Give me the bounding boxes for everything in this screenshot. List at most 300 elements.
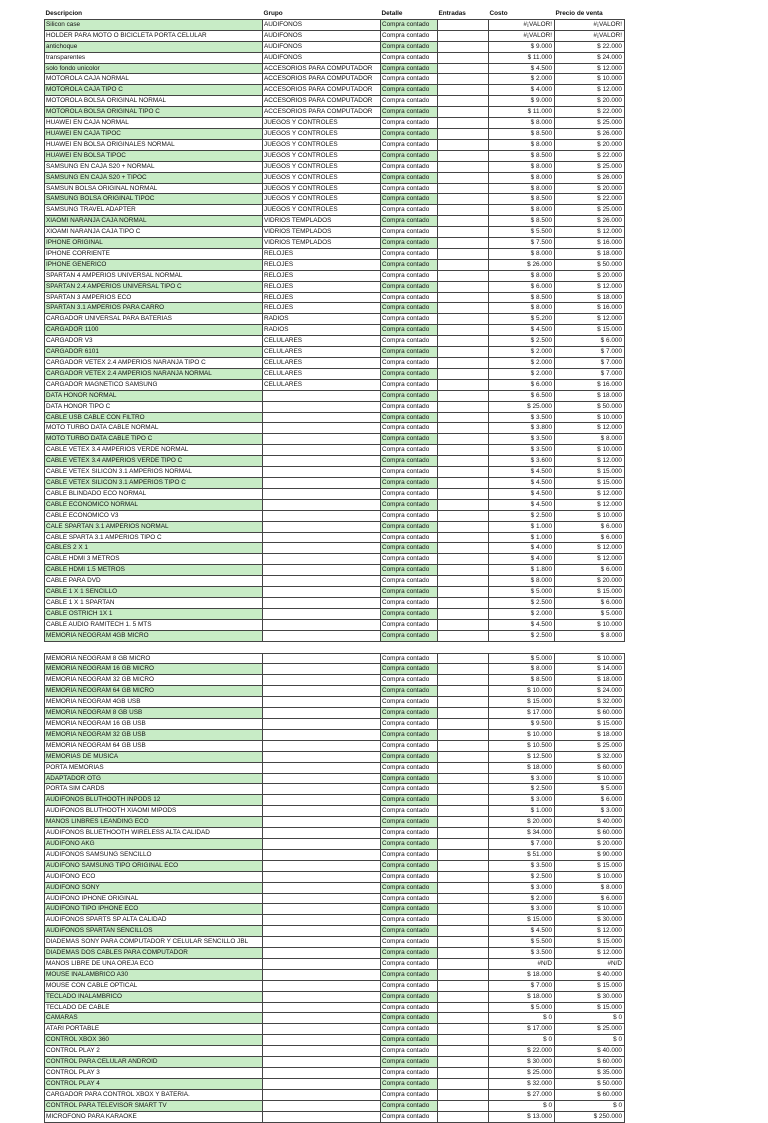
cell-detalle[interactable]: Compra contado [381, 292, 438, 303]
cell-detalle[interactable]: Compra contado [381, 325, 438, 336]
cell-descripcion[interactable]: ADAPTADOR OTG [45, 773, 263, 784]
table-row[interactable] [45, 532, 625, 543]
cell-entradas[interactable] [438, 347, 489, 358]
cell-detalle[interactable]: Compra contado [381, 303, 438, 314]
cell-detalle[interactable]: Compra contado [381, 686, 438, 697]
table-row[interactable] [45, 849, 625, 860]
cell-descripcion[interactable]: HUAWEI EN BOLSA TIPOC [45, 150, 263, 161]
cell-costo[interactable]: $ 1.000 [489, 532, 555, 543]
cell-grupo[interactable] [263, 445, 381, 456]
cell-detalle[interactable]: Compra contado [381, 510, 438, 521]
table-row[interactable] [45, 521, 625, 532]
cell-detalle[interactable]: Compra contado [381, 1002, 438, 1013]
cell-detalle[interactable]: Compra contado [381, 1089, 438, 1100]
cell-costo[interactable]: $ 3.500 [489, 412, 555, 423]
table-row[interactable] [45, 238, 625, 249]
cell-entradas[interactable] [438, 915, 489, 926]
table-row[interactable] [45, 608, 625, 619]
cell-descripcion[interactable]: CARGADOR VETEX 2.4 AMPERIOS NARANJA NORMAL [45, 368, 263, 379]
cell-entradas[interactable] [438, 904, 489, 915]
cell-grupo[interactable]: AUDIFONOS [263, 19, 381, 30]
cell-descripcion[interactable]: AUDIFONO SONY [45, 882, 263, 893]
cell-grupo[interactable] [263, 434, 381, 445]
cell-detalle[interactable]: Compra contado [381, 719, 438, 730]
cell-entradas[interactable] [438, 96, 489, 107]
cell-entradas[interactable] [438, 751, 489, 762]
cell-costo[interactable]: $ 8.000 [489, 161, 555, 172]
cell-entradas[interactable] [438, 1013, 489, 1024]
cell-precio-venta[interactable]: #¡VALOR! [555, 19, 625, 30]
cell-descripcion[interactable]: transparentes [45, 52, 263, 63]
cell-descripcion[interactable]: ATARI PORTABLE [45, 1024, 263, 1035]
cell-precio-venta[interactable]: $ 12.000 [555, 281, 625, 292]
cell-detalle[interactable]: Compra contado [381, 697, 438, 708]
cell-costo[interactable]: $ 9.000 [489, 96, 555, 107]
table-row[interactable] [45, 401, 625, 412]
cell-detalle[interactable]: Compra contado [381, 194, 438, 205]
cell-costo[interactable]: $ 15.000 [489, 697, 555, 708]
cell-entradas[interactable] [438, 619, 489, 630]
cell-costo[interactable]: $ 2.000 [489, 347, 555, 358]
cell-entradas[interactable] [438, 828, 489, 839]
cell-precio-venta[interactable]: $ 6.000 [555, 597, 625, 608]
cell-detalle[interactable]: Compra contado [381, 980, 438, 991]
table-row[interactable] [45, 576, 625, 587]
table-row[interactable] [45, 259, 625, 270]
cell-precio-venta[interactable]: $ 60.000 [555, 762, 625, 773]
cell-descripcion[interactable]: MANOS LIBRE DE UNA OREJA ECO [45, 958, 263, 969]
cell-grupo[interactable]: ACCESORIOS PARA COMPUTADOR [263, 63, 381, 74]
cell-grupo[interactable]: ACCESORIOS PARA COMPUTADOR [263, 85, 381, 96]
cell-entradas[interactable] [438, 63, 489, 74]
cell-detalle[interactable]: Compra contado [381, 893, 438, 904]
table-row[interactable] [45, 697, 625, 708]
cell-costo[interactable]: $ 18.000 [489, 969, 555, 980]
table-row[interactable] [45, 1013, 625, 1024]
cell-grupo[interactable] [263, 937, 381, 948]
cell-precio-venta[interactable]: $ 8.000 [555, 882, 625, 893]
cell-entradas[interactable] [438, 686, 489, 697]
cell-detalle[interactable]: Compra contado [381, 653, 438, 664]
cell-precio-venta[interactable]: $ 20.000 [555, 838, 625, 849]
cell-precio-venta[interactable]: $ 12.000 [555, 499, 625, 510]
cell-detalle[interactable]: Compra contado [381, 347, 438, 358]
cell-grupo[interactable] [263, 740, 381, 751]
cell-costo[interactable]: $ 1.000 [489, 806, 555, 817]
cell-precio-venta[interactable]: $ 25.000 [555, 205, 625, 216]
cell-grupo[interactable]: AUDIFONOS [263, 52, 381, 63]
cell-entradas[interactable] [438, 1078, 489, 1089]
table-row[interactable] [45, 423, 625, 434]
cell-precio-venta[interactable]: $ 10.000 [555, 445, 625, 456]
cell-grupo[interactable]: CELULARES [263, 379, 381, 390]
cell-descripcion[interactable]: CARGADOR 1100 [45, 325, 263, 336]
cell-precio-venta[interactable]: $ 7.000 [555, 347, 625, 358]
cell-descripcion[interactable]: DATA HONOR TIPO C [45, 401, 263, 412]
cell-descripcion[interactable]: AUDIFONOS BLUTHOOTH INPODS 12 [45, 795, 263, 806]
cell-precio-venta[interactable]: $ 18.000 [555, 292, 625, 303]
cell-grupo[interactable] [263, 828, 381, 839]
cell-grupo[interactable] [263, 1046, 381, 1057]
table-row[interactable] [45, 248, 625, 259]
cell-entradas[interactable] [438, 1046, 489, 1057]
cell-precio-venta[interactable]: $ 6.000 [555, 532, 625, 543]
cell-entradas[interactable] [438, 445, 489, 456]
cell-descripcion[interactable]: MEMORIA NEOGRAM 4GB MICRO [45, 630, 263, 641]
table-row[interactable] [45, 358, 625, 369]
cell-detalle[interactable]: Compra contado [381, 969, 438, 980]
cell-precio-venta[interactable]: $ 26.000 [555, 128, 625, 139]
cell-precio-venta[interactable]: $ 26.000 [555, 172, 625, 183]
cell-costo[interactable]: $ 34.000 [489, 828, 555, 839]
cell-grupo[interactable] [263, 1013, 381, 1024]
cell-descripcion[interactable]: MOTO TURBO DATA CABLE TIPO C [45, 434, 263, 445]
cell-grupo[interactable] [263, 477, 381, 488]
cell-precio-venta[interactable]: $ 35.000 [555, 1068, 625, 1079]
cell-descripcion[interactable]: AUDIFONOS SAMSUNG SENCILLO [45, 849, 263, 860]
cell-precio-venta[interactable]: $ 15.000 [555, 467, 625, 478]
cell-grupo[interactable] [263, 664, 381, 675]
cell-grupo[interactable] [263, 608, 381, 619]
cell-grupo[interactable]: JUEGOS Y CONTROLES [263, 172, 381, 183]
table-row[interactable] [45, 1111, 625, 1122]
table-row[interactable] [45, 686, 625, 697]
cell-entradas[interactable] [438, 238, 489, 249]
cell-descripcion[interactable]: SPARTAN 3.1 AMPERIOS PARA CARRO [45, 303, 263, 314]
cell-detalle[interactable]: Compra contado [381, 248, 438, 259]
cell-costo[interactable]: $ 10.000 [489, 686, 555, 697]
cell-detalle[interactable]: Compra contado [381, 41, 438, 52]
cell-precio-venta[interactable]: $ 15.000 [555, 937, 625, 948]
cell-descripcion[interactable]: HUAWEI EN CAJA NORMAL [45, 118, 263, 129]
cell-grupo[interactable] [263, 521, 381, 532]
cell-descripcion[interactable]: SPARTAN 3 AMPERIOS ECO [45, 292, 263, 303]
cell-grupo[interactable] [263, 543, 381, 554]
cell-detalle[interactable]: Compra contado [381, 467, 438, 478]
cell-entradas[interactable] [438, 52, 489, 63]
cell-precio-venta[interactable]: $ 22.000 [555, 194, 625, 205]
cell-entradas[interactable] [438, 467, 489, 478]
cell-precio-venta[interactable]: $ 22.000 [555, 150, 625, 161]
cell-detalle[interactable]: Compra contado [381, 937, 438, 948]
cell-entradas[interactable] [438, 554, 489, 565]
table-row[interactable] [45, 488, 625, 499]
cell-entradas[interactable] [438, 248, 489, 259]
cell-precio-venta[interactable]: #N/D [555, 958, 625, 969]
table-row[interactable] [45, 675, 625, 686]
cell-costo[interactable]: $ 4.000 [489, 85, 555, 96]
table-row[interactable] [45, 937, 625, 948]
table-row[interactable] [45, 915, 625, 926]
cell-grupo[interactable] [263, 1100, 381, 1111]
cell-detalle[interactable]: Compra contado [381, 860, 438, 871]
cell-precio-venta[interactable]: $ 18.000 [555, 729, 625, 740]
cell-detalle[interactable]: Compra contado [381, 958, 438, 969]
cell-precio-venta[interactable]: $ 6.000 [555, 336, 625, 347]
cell-descripcion[interactable]: PORTA MEMORIAS [45, 762, 263, 773]
cell-costo[interactable]: $ 32.000 [489, 1078, 555, 1089]
cell-descripcion[interactable]: AUDIFONOS SPARTS SP ALTA CALIDAD [45, 915, 263, 926]
table-row[interactable] [45, 729, 625, 740]
table-row[interactable] [45, 30, 625, 41]
cell-costo[interactable]: $ 3.000 [489, 904, 555, 915]
cell-descripcion[interactable]: MEMORIA NEOGRAM 16 GB MICRO [45, 664, 263, 675]
cell-descripcion[interactable]: CABLE HDMI 3 METROS [45, 554, 263, 565]
cell-costo[interactable]: $ 8.500 [489, 128, 555, 139]
table-row[interactable] [45, 74, 625, 85]
cell-descripcion[interactable]: CABLE 1 X 1 SENCILLO [45, 587, 263, 598]
cell-precio-venta[interactable]: $ 15.000 [555, 860, 625, 871]
table-row[interactable] [45, 597, 625, 608]
cell-descripcion[interactable]: MOTOROLA BOLSA ORIGINAL TIPO C [45, 107, 263, 118]
cell-costo[interactable]: $ 4.500 [489, 325, 555, 336]
cell-costo[interactable]: $ 8.000 [489, 172, 555, 183]
cell-precio-venta[interactable]: $ 12.000 [555, 85, 625, 96]
cell-precio-venta[interactable]: $ 15.000 [555, 587, 625, 598]
cell-precio-venta[interactable]: $ 18.000 [555, 675, 625, 686]
cell-entradas[interactable] [438, 227, 489, 238]
cell-precio-venta[interactable]: $ 16.000 [555, 303, 625, 314]
cell-costo[interactable]: $ 11.000 [489, 107, 555, 118]
cell-detalle[interactable]: Compra contado [381, 1068, 438, 1079]
cell-entradas[interactable] [438, 336, 489, 347]
cell-costo[interactable]: $ 8.000 [489, 270, 555, 281]
table-row[interactable] [45, 216, 625, 227]
cell-precio-venta[interactable]: $ 25.000 [555, 740, 625, 751]
cell-precio-venta[interactable]: $ 12.000 [555, 926, 625, 937]
cell-descripcion[interactable]: XIAOMI NARANJA CAJA NORMAL [45, 216, 263, 227]
cell-entradas[interactable] [438, 664, 489, 675]
table-row[interactable] [45, 1035, 625, 1046]
cell-detalle[interactable]: Compra contado [381, 849, 438, 860]
cell-grupo[interactable]: RELOJES [263, 281, 381, 292]
cell-descripcion[interactable]: IPHONE CORRIENTE [45, 248, 263, 259]
cell-grupo[interactable]: AUDIFONOS [263, 30, 381, 41]
table-row[interactable] [45, 107, 625, 118]
cell-detalle[interactable]: Compra contado [381, 675, 438, 686]
cell-entradas[interactable] [438, 434, 489, 445]
cell-costo[interactable]: #N/D [489, 958, 555, 969]
cell-entradas[interactable] [438, 1057, 489, 1068]
table-row[interactable] [45, 499, 625, 510]
cell-entradas[interactable] [438, 1035, 489, 1046]
cell-grupo[interactable] [263, 1068, 381, 1079]
cell-grupo[interactable]: CELULARES [263, 368, 381, 379]
cell-grupo[interactable]: JUEGOS Y CONTROLES [263, 161, 381, 172]
cell-costo[interactable]: $ 8.500 [489, 292, 555, 303]
cell-descripcion[interactable]: CABLE OSTRICH 1X 1 [45, 608, 263, 619]
cell-entradas[interactable] [438, 401, 489, 412]
cell-descripcion[interactable]: SAMSUNG EN CAJA S20 + TIPOC [45, 172, 263, 183]
cell-descripcion[interactable]: MEMORIA NEOGRAM 4GB USB [45, 697, 263, 708]
cell-entradas[interactable] [438, 281, 489, 292]
cell-descripcion[interactable]: CABLE PARA DVD [45, 576, 263, 587]
cell-precio-venta[interactable]: $ 22.000 [555, 41, 625, 52]
cell-costo[interactable]: $ 5.500 [489, 227, 555, 238]
cell-grupo[interactable] [263, 762, 381, 773]
cell-detalle[interactable]: Compra contado [381, 183, 438, 194]
cell-detalle[interactable]: Compra contado [381, 871, 438, 882]
cell-entradas[interactable] [438, 597, 489, 608]
cell-grupo[interactable] [263, 958, 381, 969]
table-row[interactable] [45, 740, 625, 751]
cell-costo[interactable]: $ 17.000 [489, 1024, 555, 1035]
cell-costo[interactable]: $ 9.000 [489, 41, 555, 52]
cell-descripcion[interactable]: CABLE VETEX 3.4 AMPERIOS VERDE TIPO C [45, 456, 263, 467]
cell-detalle[interactable]: Compra contado [381, 521, 438, 532]
cell-detalle[interactable]: Compra contado [381, 488, 438, 499]
cell-entradas[interactable] [438, 697, 489, 708]
cell-detalle[interactable]: Compra contado [381, 390, 438, 401]
table-row[interactable] [45, 991, 625, 1002]
cell-grupo[interactable] [263, 773, 381, 784]
cell-entradas[interactable] [438, 893, 489, 904]
table-row[interactable] [45, 1089, 625, 1100]
cell-descripcion[interactable]: AUDIFONO AKG [45, 838, 263, 849]
cell-descripcion[interactable]: HUAWEI EN BOLSA ORIGINALES NORMAL [45, 139, 263, 150]
cell-precio-venta[interactable]: $ 12.000 [555, 63, 625, 74]
table-row[interactable] [45, 926, 625, 937]
cell-detalle[interactable]: Compra contado [381, 456, 438, 467]
cell-precio-venta[interactable]: $ 26.000 [555, 216, 625, 227]
cell-detalle[interactable]: Compra contado [381, 259, 438, 270]
cell-entradas[interactable] [438, 675, 489, 686]
cell-costo[interactable]: $ 10.500 [489, 740, 555, 751]
cell-grupo[interactable] [263, 653, 381, 664]
cell-grupo[interactable] [263, 1057, 381, 1068]
table-row[interactable] [45, 630, 625, 641]
table-row[interactable] [45, 85, 625, 96]
table-row[interactable] [45, 1078, 625, 1089]
cell-detalle[interactable]: Compra contado [381, 227, 438, 238]
cell-precio-venta[interactable]: $ 25.000 [555, 1024, 625, 1035]
cell-detalle[interactable]: Compra contado [381, 608, 438, 619]
cell-costo[interactable]: $ 7.000 [489, 838, 555, 849]
cell-descripcion[interactable]: CONTROL PLAY 4 [45, 1078, 263, 1089]
cell-entradas[interactable] [438, 980, 489, 991]
cell-costo[interactable]: $ 6.000 [489, 379, 555, 390]
table-row[interactable] [45, 41, 625, 52]
cell-grupo[interactable] [263, 390, 381, 401]
cell-descripcion[interactable]: AUDIFONOS SPARTAN SENCILLOS [45, 926, 263, 937]
table-row[interactable] [45, 565, 625, 576]
cell-precio-venta[interactable]: $ 32.000 [555, 697, 625, 708]
cell-detalle[interactable]: Compra contado [381, 314, 438, 325]
table-row[interactable] [45, 708, 625, 719]
cell-precio-venta[interactable]: $ 40.000 [555, 817, 625, 828]
cell-entradas[interactable] [438, 358, 489, 369]
table-row[interactable] [45, 871, 625, 882]
cell-precio-venta[interactable]: $ 60.000 [555, 1089, 625, 1100]
cell-detalle[interactable]: Compra contado [381, 401, 438, 412]
cell-precio-venta[interactable]: $ 14.000 [555, 664, 625, 675]
cell-costo[interactable]: $ 6.000 [489, 281, 555, 292]
cell-costo[interactable]: $ 3.000 [489, 795, 555, 806]
cell-detalle[interactable]: Compra contado [381, 336, 438, 347]
cell-grupo[interactable]: JUEGOS Y CONTROLES [263, 150, 381, 161]
cell-detalle[interactable]: Compra contado [381, 30, 438, 41]
cell-costo[interactable]: $ 0 [489, 1013, 555, 1024]
cell-costo[interactable]: $ 18.000 [489, 762, 555, 773]
cell-entradas[interactable] [438, 161, 489, 172]
cell-grupo[interactable] [263, 488, 381, 499]
cell-grupo[interactable] [263, 729, 381, 740]
cell-costo[interactable]: $ 7.000 [489, 980, 555, 991]
cell-entradas[interactable] [438, 423, 489, 434]
cell-detalle[interactable]: Compra contado [381, 63, 438, 74]
cell-detalle[interactable]: Compra contado [381, 576, 438, 587]
cell-descripcion[interactable]: CARGADOR 6101 [45, 347, 263, 358]
table-row[interactable] [45, 118, 625, 129]
cell-grupo[interactable] [263, 817, 381, 828]
table-row[interactable] [45, 860, 625, 871]
cell-entradas[interactable] [438, 499, 489, 510]
cell-grupo[interactable]: JUEGOS Y CONTROLES [263, 205, 381, 216]
cell-grupo[interactable] [263, 871, 381, 882]
table-row[interactable] [45, 139, 625, 150]
cell-grupo[interactable]: RELOJES [263, 303, 381, 314]
cell-entradas[interactable] [438, 118, 489, 129]
cell-descripcion[interactable]: HUAWEI EN CAJA TIPOC [45, 128, 263, 139]
cell-precio-venta[interactable]: $ 12.000 [555, 314, 625, 325]
cell-entradas[interactable] [438, 412, 489, 423]
cell-detalle[interactable]: Compra contado [381, 597, 438, 608]
cell-costo[interactable]: $ 3.000 [489, 882, 555, 893]
cell-precio-venta[interactable]: $ 10.000 [555, 412, 625, 423]
cell-grupo[interactable]: ACCESORIOS PARA COMPUTADOR [263, 96, 381, 107]
cell-entradas[interactable] [438, 608, 489, 619]
cell-descripcion[interactable]: MOTOROLA BOLSA ORIGINAL NORMAL [45, 96, 263, 107]
cell-grupo[interactable]: JUEGOS Y CONTROLES [263, 139, 381, 150]
cell-detalle[interactable]: Compra contado [381, 358, 438, 369]
cell-precio-venta[interactable]: $ 8.000 [555, 630, 625, 641]
cell-precio-venta[interactable]: $ 3.000 [555, 806, 625, 817]
cell-costo[interactable]: $ 4.500 [489, 63, 555, 74]
table-row[interactable] [45, 292, 625, 303]
cell-costo[interactable]: $ 8.500 [489, 675, 555, 686]
cell-entradas[interactable] [438, 128, 489, 139]
cell-detalle[interactable]: Compra contado [381, 139, 438, 150]
cell-entradas[interactable] [438, 379, 489, 390]
cell-entradas[interactable] [438, 216, 489, 227]
cell-costo[interactable]: $ 30.000 [489, 1057, 555, 1068]
cell-grupo[interactable]: RELOJES [263, 248, 381, 259]
cell-detalle[interactable]: Compra contado [381, 708, 438, 719]
table-row[interactable] [45, 719, 625, 730]
cell-grupo[interactable]: CELULARES [263, 358, 381, 369]
table-row[interactable] [45, 838, 625, 849]
cell-entradas[interactable] [438, 205, 489, 216]
table-row[interactable] [45, 893, 625, 904]
cell-entradas[interactable] [438, 630, 489, 641]
cell-descripcion[interactable]: AUDIFONO IPHONE ORIGINAL [45, 893, 263, 904]
table-row[interactable] [45, 795, 625, 806]
cell-entradas[interactable] [438, 795, 489, 806]
table-row[interactable] [45, 554, 625, 565]
cell-descripcion[interactable]: DIADEMAS SONY PARA COMPUTADOR Y CELULAR SENCILLO JBL [45, 937, 263, 948]
cell-grupo[interactable] [263, 1024, 381, 1035]
cell-detalle[interactable]: Compra contado [381, 216, 438, 227]
table-row[interactable] [45, 1046, 625, 1057]
cell-detalle[interactable]: Compra contado [381, 238, 438, 249]
cell-precio-venta[interactable]: $ 20.000 [555, 270, 625, 281]
table-row[interactable] [45, 587, 625, 598]
cell-detalle[interactable]: Compra contado [381, 904, 438, 915]
cell-descripcion[interactable]: HOLDER PARA MOTO O BICICLETA PORTA CELULAR [45, 30, 263, 41]
cell-entradas[interactable] [438, 85, 489, 96]
cell-precio-venta[interactable]: $ 22.000 [555, 107, 625, 118]
cell-detalle[interactable]: Compra contado [381, 118, 438, 129]
